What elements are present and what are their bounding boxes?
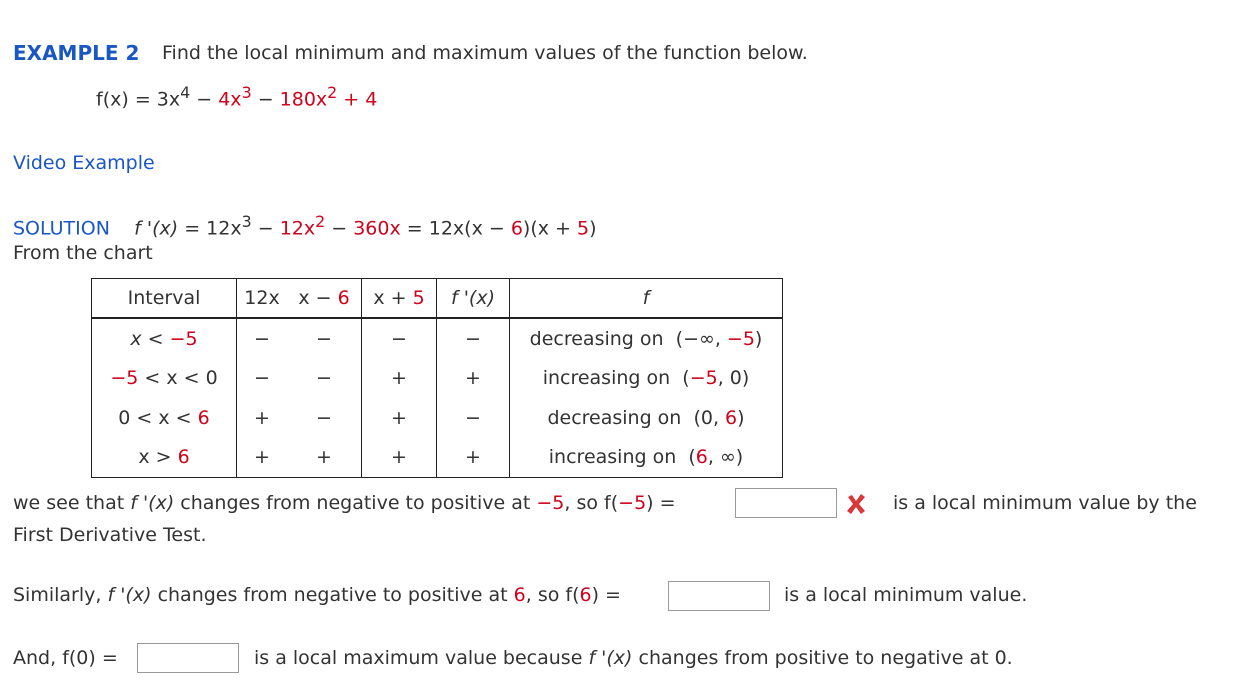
deriv-operator-2: − — [331, 217, 348, 240]
factored-part-a: 12x(x − — [428, 217, 505, 240]
equals-sign-2: = — [406, 217, 423, 240]
f-prime-ref: f '(x) — [130, 492, 175, 514]
answer-input-f6[interactable] — [668, 581, 770, 611]
sign-f-prime: + — [437, 359, 510, 398]
table-row — [92, 359, 783, 398]
operator-2: − — [257, 88, 274, 111]
table-row — [92, 318, 783, 359]
answer-input-f-neg5[interactable] — [735, 488, 837, 518]
factored-part-c: ) — [589, 217, 597, 240]
sign-x-minus-6: − — [316, 367, 332, 390]
interval-cell: −5 < x < 0 — [110, 367, 218, 390]
term-4: 4 — [365, 88, 378, 111]
operator-3: + — [343, 88, 360, 111]
sign-12x: − — [237, 359, 288, 398]
solution-line — [13, 212, 597, 239]
interval-cell: x < −5 — [130, 327, 198, 350]
derivative-lhs: f '(x) — [134, 217, 179, 240]
problem-statement: Find the local minimum and maximum values of the function below. — [162, 42, 808, 64]
sign-x-minus-6: + — [316, 446, 332, 469]
deriv-term-1: 12x — [206, 217, 242, 240]
sign-x-plus-5: + — [362, 437, 437, 477]
header-x-minus-6: x − 6 — [287, 279, 362, 319]
function-definition — [96, 83, 377, 110]
header-f: f — [510, 279, 783, 319]
answer-input-f0[interactable] — [137, 643, 239, 673]
function-lhs: f(x) — [96, 88, 129, 111]
header-f-prime: f '(x) — [437, 279, 510, 319]
behavior-cell: increasing on (−5, 0) — [510, 359, 783, 398]
sign-x-plus-5: + — [362, 359, 437, 398]
sign-x-plus-5: + — [362, 398, 437, 437]
sign-x-plus-5: − — [362, 318, 437, 359]
chart-intro-text: From the chart — [13, 242, 153, 264]
sign-12x: + — [237, 437, 288, 477]
behavior-cell: increasing on (6, ∞) — [510, 437, 783, 477]
table-row — [92, 437, 783, 477]
sign-12x: − — [237, 318, 288, 359]
sign-12x: + — [237, 398, 288, 437]
term-3-exponent: 2 — [327, 83, 338, 102]
factored-root-2: 5 — [577, 217, 590, 240]
deriv-term-2: 12x — [279, 217, 316, 240]
term-1: 3x — [156, 88, 181, 111]
interval-cell: 0 < x < 6 — [118, 406, 210, 429]
solution-label: SOLUTION — [13, 217, 110, 240]
equals-sign: = — [184, 217, 201, 240]
header-x-plus-5: x + 5 — [362, 279, 437, 319]
sign-x-minus-6: − — [316, 406, 332, 429]
f-expression: f(−5) = — [604, 492, 676, 514]
sign-f-prime: − — [437, 398, 510, 437]
sign-x-minus-6: − — [316, 327, 332, 350]
conclusion-1-tail: is a local minimum value by the — [893, 492, 1197, 514]
behavior-cell: decreasing on (−∞, −5) — [510, 318, 783, 359]
sign-chart-table — [91, 278, 783, 478]
f-prime-ref: f '(x) — [107, 584, 152, 606]
factored-part-b: )(x + — [522, 217, 571, 240]
critical-point: 6 — [513, 584, 526, 606]
term-1-exponent: 4 — [180, 83, 191, 102]
conclusion-2-tail: is a local minimum value. — [784, 584, 1028, 606]
video-example-link[interactable]: Video Example — [13, 152, 155, 174]
term-3: 180x — [279, 88, 328, 111]
conclusion-3-tail: is a local maximum value because f '(x) changes from positive to negative at 0. — [254, 647, 1013, 669]
conclusion-3-text: And, f(0) = — [13, 647, 118, 669]
equals-sign: = — [134, 88, 151, 111]
operator-1: − — [196, 88, 213, 111]
deriv-term-3: 360x — [353, 217, 401, 240]
term-2-exponent: 3 — [241, 83, 252, 102]
conclusion-2-text: Similarly, f '(x) changes from negative to positive at 6, so f(6) = — [13, 584, 621, 606]
example-label: EXAMPLE 2 — [13, 41, 140, 65]
table-header-row — [92, 279, 783, 319]
cross-icon — [844, 492, 868, 516]
deriv-operator-1: − — [257, 217, 274, 240]
conclusion-1-text: we see that f '(x) changes from negative to positive at −5, so f(−5) = — [13, 492, 676, 514]
behavior-cell: decreasing on (0, 6) — [510, 398, 783, 437]
term-2: 4x — [218, 88, 242, 111]
deriv-term-1-exponent: 3 — [241, 212, 252, 231]
deriv-term-2-exponent: 2 — [315, 212, 326, 231]
header-interval: Interval — [92, 279, 237, 319]
table-row — [92, 398, 783, 437]
factored-root-1: 6 — [510, 217, 523, 240]
f-prime-ref: f '(x) — [588, 647, 633, 669]
sign-f-prime: − — [437, 318, 510, 359]
interval-cell: x > 6 — [138, 446, 190, 469]
f-expression: f(6) = — [565, 584, 621, 606]
conclusion-1-line2: First Derivative Test. — [13, 524, 207, 546]
critical-point: −5 — [536, 492, 565, 514]
header-12x: 12x — [237, 279, 288, 319]
sign-f-prime: + — [437, 437, 510, 477]
f-expression: f(0) = — [62, 647, 118, 669]
